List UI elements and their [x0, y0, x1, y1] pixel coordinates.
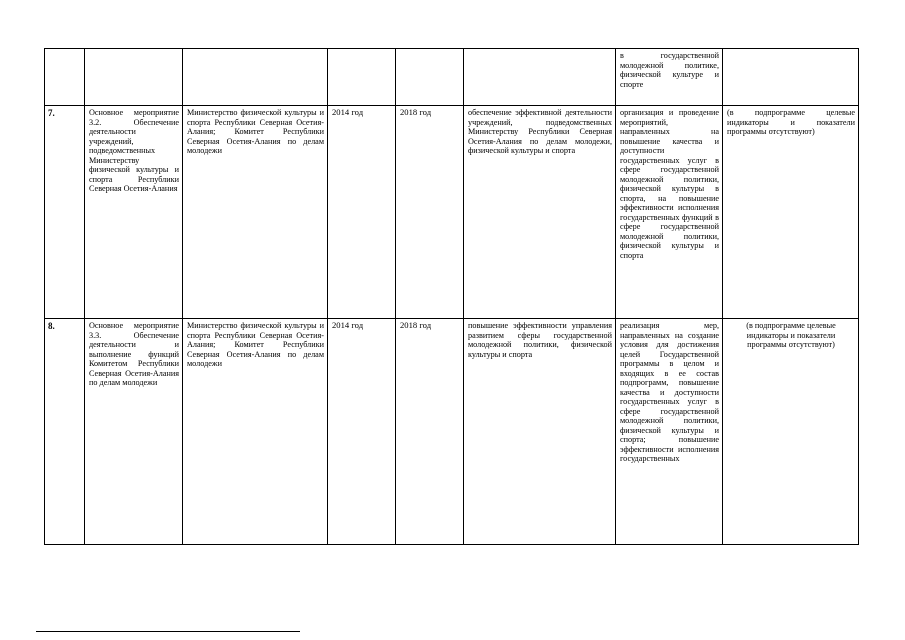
direct-result-text: обеспечение эффективной деятельности учреждений, подведомственных Министерству Республики Северная Осетия-Алания по делам молодежи, физической культуры и спорта [464, 106, 616, 319]
row-number: 7. [45, 106, 85, 319]
end-year: 2018 год [396, 106, 464, 319]
cell-executor [183, 49, 328, 106]
document-table [44, 48, 859, 545]
measure-text: Основное мероприятие 3.2. Обеспечение деятельности учреждений, подведомственных Министерству физической культуры и спорта Республики Северная Осетия-Алания [85, 106, 183, 319]
footnote-divider [36, 631, 300, 632]
cell-implementation [616, 49, 723, 106]
start-year: 2014 год [328, 319, 396, 545]
implementation-text: организация и проведение мероприятий, направленных на повышение качества и доступности государственных услуг в сфере государственной молодежной политики, физической культуры в спорта, на повышение эффективности исполнения государственных функций в сфере государственной молодежной политики, физической культуры и спорта [616, 106, 723, 319]
measure-text: Основное мероприятие 3.3. Обеспечение деятельности и выполнение функций Комитетом Республики Северная Осетия-Алания по делам молодежи [85, 319, 183, 545]
table-row-continuation [45, 49, 859, 106]
cell-start [328, 49, 396, 106]
cell-measure [85, 49, 183, 106]
end-year: 2018 год [396, 319, 464, 545]
start-year: 2014 год [328, 106, 396, 319]
executor-text: Министерство физической культуры и спорта Республики Северная Осетия-Алания; Комитет Республики Северная Осетия-Алания по делам молодежи [183, 106, 328, 319]
indicators-text: (в подпрограмме целевые индикаторы и показатели программы отсутствуют) [723, 106, 859, 319]
continuation-text: в государственной молодежной политике, физической культуре и спорте [620, 51, 719, 89]
indicators-text: (в подпрограмме целевые индикаторы и показатели программы отсутствуют) [723, 319, 859, 545]
cell-end [396, 49, 464, 106]
implementation-text: реализация мер, направленных на создание условия для достижения целей Государственной программы в целом и входящих в ее состав подпрограмм, повышение качества и доступности государственных услуг в сфере государственной молодежной политики, физической культуры и спорта; повышение эффективности исполнения государственных [616, 319, 723, 545]
table-row [45, 319, 859, 545]
cell-num [45, 49, 85, 106]
cell-indicators [723, 49, 859, 106]
executor-text: Министерство физической культуры и спорта Республики Северная Осетия-Алания; Комитет Республики Северная Осетия-Алания по делам молодежи [183, 319, 328, 545]
row-number: 8. [45, 319, 85, 545]
cell-direct-result [464, 49, 616, 106]
table-row [45, 106, 859, 319]
direct-result-text: повышение эффективности управления развитием сферы государственной молодежной политики, физической культуры и спорта [464, 319, 616, 545]
